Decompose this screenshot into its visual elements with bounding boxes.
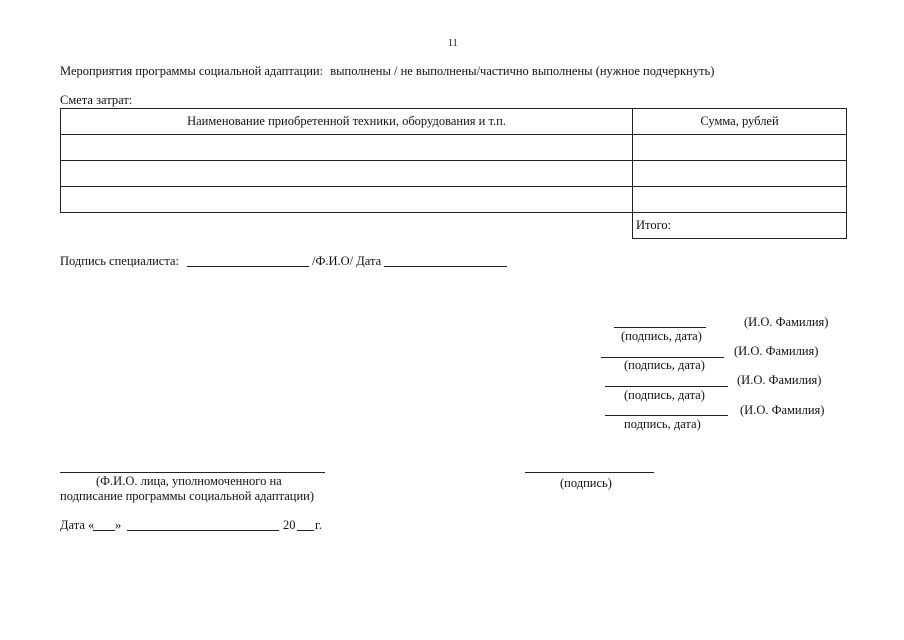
authorized-caption-line2: подписание программы социальной адаптации) <box>60 489 314 503</box>
table-total-spacer <box>61 213 633 239</box>
date-year-line[interactable] <box>297 530 314 531</box>
signature-name-4: (И.О. Фамилия) <box>740 403 825 417</box>
signature-line-3[interactable] <box>605 386 728 387</box>
table-cell-item[interactable] <box>61 187 633 213</box>
estimate-table <box>60 108 847 239</box>
table-cell-sum[interactable] <box>633 161 847 187</box>
measures-status: выполнены / не выполнены/частично выполнены (нужное подчеркнуть) <box>330 64 715 78</box>
authorized-caption-line1: (Ф.И.О. лица, уполномоченного на <box>96 474 282 488</box>
signature-line-1[interactable] <box>614 327 706 328</box>
date-year-suffix: г. <box>315 518 322 532</box>
table-total-label: Итого: <box>633 213 847 239</box>
signature-caption-3: (подпись, дата) <box>624 388 705 402</box>
date-day-line[interactable] <box>93 530 115 531</box>
table-total-row <box>61 213 847 239</box>
signature-line-4[interactable] <box>605 415 728 416</box>
specialist-date-line[interactable] <box>384 266 507 267</box>
table-cell-item[interactable] <box>61 161 633 187</box>
signature-name-3: (И.О. Фамилия) <box>737 373 822 387</box>
authorized-signature-caption: (подпись) <box>560 476 612 490</box>
column-header-item: Наименование приобретенной техники, оборудования и т.п. <box>61 109 633 135</box>
table-cell-item[interactable] <box>61 135 633 161</box>
date-after-day: » <box>115 518 122 532</box>
table-row <box>61 135 847 161</box>
specialist-label: Подпись специалиста: <box>60 254 179 268</box>
specialist-signature-line[interactable] <box>187 266 309 267</box>
table-row <box>61 187 847 213</box>
signature-name-1: (И.О. Фамилия) <box>744 315 829 329</box>
authorized-fio-line[interactable] <box>60 472 325 473</box>
specialist-fio-date: /Ф.И.О/ Дата <box>312 254 382 268</box>
table-cell-sum[interactable] <box>633 187 847 213</box>
estimate-label: Смета затрат: <box>60 93 133 107</box>
signature-caption-1: (подпись, дата) <box>621 329 702 343</box>
date-prefix: Дата « <box>60 518 95 532</box>
table-cell-sum[interactable] <box>633 135 847 161</box>
column-header-sum: Сумма, рублей <box>633 109 847 135</box>
date-year-prefix: 20 <box>283 518 296 532</box>
page-number: 11 <box>448 38 458 49</box>
authorized-signature-line[interactable] <box>525 472 654 473</box>
table-row <box>61 161 847 187</box>
signature-name-2: (И.О. Фамилия) <box>734 344 819 358</box>
table-header-row <box>61 109 847 135</box>
signature-caption-2: (подпись, дата) <box>624 358 705 372</box>
measures-label: Мероприятия программы социальной адаптации: <box>60 64 324 78</box>
measures-line <box>60 65 714 78</box>
date-month-line[interactable] <box>127 530 279 531</box>
signature-caption-4: подпись, дата) <box>624 417 701 431</box>
